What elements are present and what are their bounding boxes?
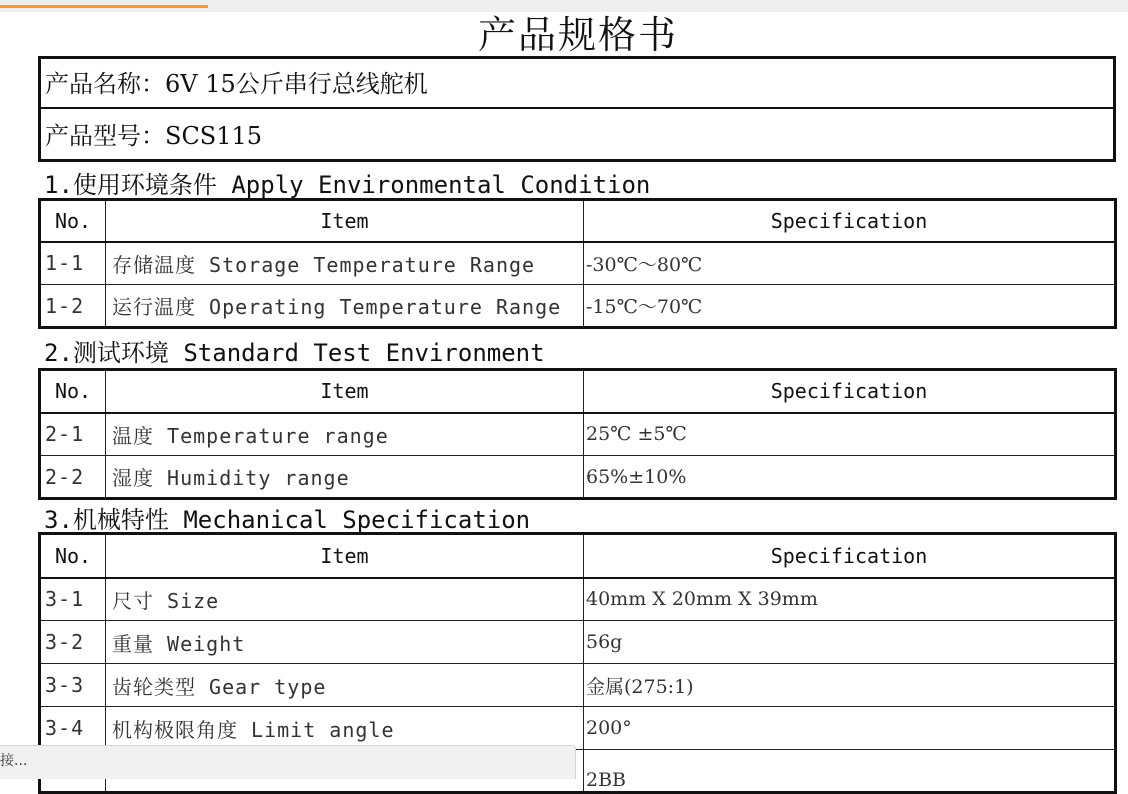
row-spec: 65%±10%	[584, 456, 1116, 499]
row-no: 3-2	[40, 621, 106, 664]
row-no: 3-3	[40, 664, 106, 707]
row-spec: 25℃ ±5℃	[584, 413, 1116, 456]
row-no: 2-2	[40, 456, 106, 499]
product-name: 产品名称：6V 15公斤串行总线舵机	[41, 59, 1113, 109]
header-no: No.	[40, 370, 106, 413]
table-row	[40, 578, 1116, 621]
product-info-box	[38, 56, 1116, 162]
row-spec: 2BB	[584, 750, 1116, 793]
table-row	[40, 707, 1116, 750]
row-item: 齿轮类型 Gear type	[106, 664, 584, 707]
table-header-row	[40, 200, 1116, 242]
table-row	[40, 621, 1116, 664]
product-model: 产品型号：SCS115	[45, 122, 263, 150]
section-title-mechanical: 3.机械特性 Mechanical Specification	[44, 506, 531, 534]
table-row	[40, 456, 1116, 499]
header-item: Item	[106, 200, 584, 242]
header-item: Item	[106, 370, 584, 413]
row-no: 1-2	[40, 285, 106, 328]
table-row	[40, 242, 1116, 285]
header-specification: Specification	[584, 534, 1116, 578]
table-header-row	[40, 370, 1116, 413]
loading-progress-accent	[0, 5, 208, 8]
browser-status-bubble: 接...	[0, 745, 576, 779]
spec-table-environment	[38, 198, 1117, 329]
section-title-environment: 1.使用环境条件 Apply Environmental Condition	[44, 171, 651, 199]
row-spec: 56g	[584, 621, 1116, 664]
document-title: 产品规格书	[477, 13, 678, 57]
row-item: 温度 Temperature range	[106, 413, 584, 456]
row-item: 机构极限角度 Limit angle	[106, 707, 584, 750]
row-spec: 200°	[584, 707, 1116, 750]
row-item: 湿度 Humidity range	[106, 456, 584, 499]
row-spec: -15℃～70℃	[584, 285, 1116, 328]
row-item: 尺寸 Size	[106, 578, 584, 621]
spec-table-test-environment	[38, 368, 1117, 500]
row-spec: 40mm X 20mm X 39mm	[584, 578, 1116, 621]
section-title-test-environment: 2.测试环境 Standard Test Environment	[44, 339, 545, 367]
row-no: 3-1	[40, 578, 106, 621]
row-spec: -30℃～80℃	[584, 242, 1116, 285]
row-no: 3-4	[40, 707, 106, 750]
row-item: 运行温度 Operating Temperature Range	[106, 285, 584, 328]
table-row	[40, 664, 1116, 707]
row-item: 存储温度 Storage Temperature Range	[106, 242, 584, 285]
row-no: 1-1	[40, 242, 106, 285]
row-spec: 金属(275:1)	[584, 664, 1116, 707]
row-item: 重量 Weight	[106, 621, 584, 664]
header-specification: Specification	[584, 200, 1116, 242]
header-no: No.	[40, 534, 106, 578]
row-no: 2-1	[40, 413, 106, 456]
table-row	[40, 285, 1116, 328]
header-no: No.	[40, 200, 106, 242]
table-header-row	[40, 534, 1116, 578]
header-item: Item	[106, 534, 584, 578]
table-row	[40, 413, 1116, 456]
header-specification: Specification	[584, 370, 1116, 413]
